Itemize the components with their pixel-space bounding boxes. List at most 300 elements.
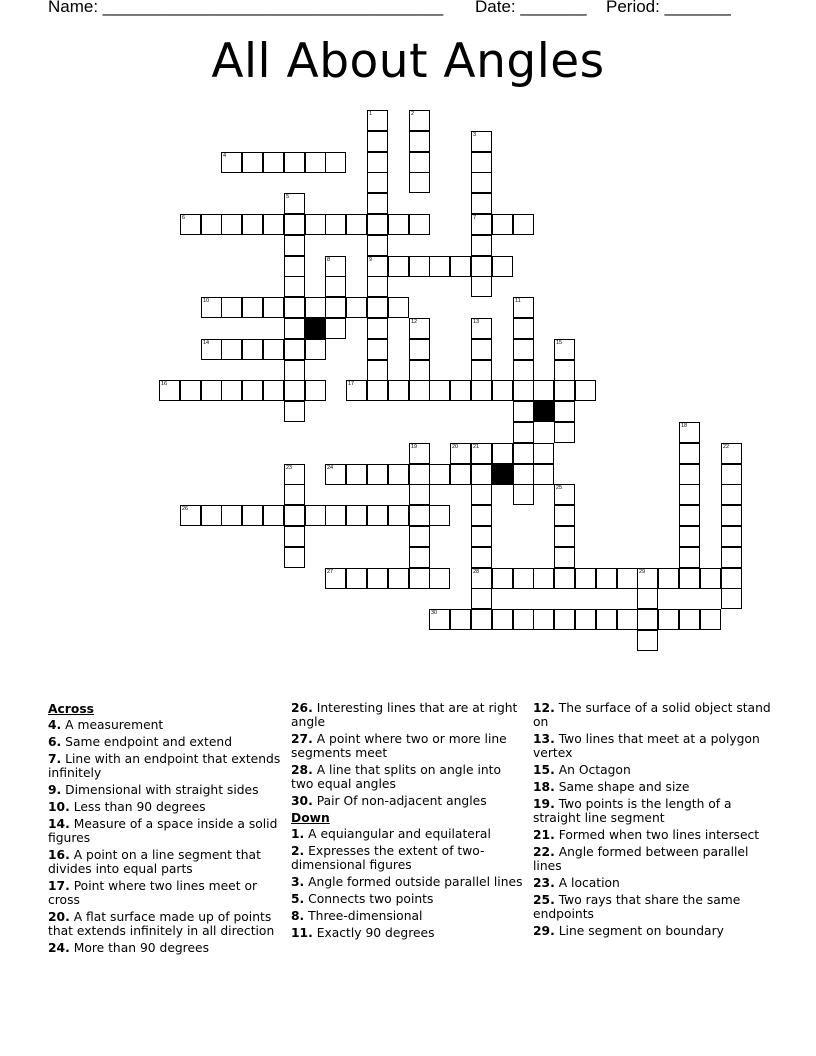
clue-item <box>48 817 288 845</box>
clue-number: 6 <box>182 215 186 221</box>
grid-cell[interactable] <box>700 609 721 630</box>
clue-text: Same shape and size <box>554 780 690 794</box>
grid-cell[interactable] <box>284 464 305 485</box>
grid-cell[interactable] <box>388 568 409 589</box>
clue-text: Connects two points <box>304 892 434 906</box>
grid-cell[interactable] <box>721 588 742 609</box>
clue-num: 4. <box>48 718 62 732</box>
clue-item <box>533 763 773 777</box>
clue-number: 29 <box>639 569 646 575</box>
clue-item <box>533 797 773 825</box>
grid-cell[interactable] <box>221 505 242 526</box>
grid-cell[interactable] <box>513 297 534 318</box>
clue-number: 16 <box>161 381 168 387</box>
clue-item <box>533 828 773 842</box>
grid-cell[interactable] <box>284 484 305 505</box>
grid-cell[interactable] <box>409 318 430 339</box>
grid-cell[interactable] <box>367 360 388 381</box>
grid-cell[interactable] <box>242 505 263 526</box>
grid-cell[interactable] <box>554 360 575 381</box>
grid-cell[interactable] <box>201 505 222 526</box>
grid-cell[interactable] <box>325 318 346 339</box>
clue-item <box>291 763 523 791</box>
grid-cell[interactable] <box>450 256 471 277</box>
grid-cell[interactable] <box>471 360 492 381</box>
grid-cell[interactable] <box>367 172 388 193</box>
grid-cell[interactable] <box>409 443 430 464</box>
grid-cell[interactable] <box>367 235 388 256</box>
grid-cell[interactable] <box>492 380 513 401</box>
grid-cell[interactable] <box>721 505 742 526</box>
grid-cell[interactable] <box>513 568 534 589</box>
grid-cell[interactable] <box>637 588 658 609</box>
grid-cell[interactable] <box>554 339 575 360</box>
grid-cell[interactable] <box>367 505 388 526</box>
clue-num: 24. <box>48 941 70 955</box>
clue-num: 5. <box>291 892 305 906</box>
grid-cell[interactable] <box>679 505 700 526</box>
grid-cell[interactable] <box>180 505 201 526</box>
grid-cell[interactable] <box>637 609 658 630</box>
grid-cell[interactable] <box>367 318 388 339</box>
grid-cell[interactable] <box>325 505 346 526</box>
clue-num: 28. <box>291 763 313 777</box>
grid-cell[interactable] <box>284 339 305 360</box>
clue-num: 17. <box>48 879 70 893</box>
clue-num: 13. <box>533 732 555 746</box>
clue-item <box>533 780 773 794</box>
clue-item <box>48 879 288 907</box>
grid-cell[interactable] <box>429 464 450 485</box>
clue-num: 21. <box>533 828 555 842</box>
grid-cell[interactable] <box>346 568 367 589</box>
grid-cell[interactable] <box>554 505 575 526</box>
grid-cell[interactable] <box>513 464 534 485</box>
grid-cell[interactable] <box>533 380 554 401</box>
grid-cell[interactable] <box>201 380 222 401</box>
grid-cell[interactable] <box>429 568 450 589</box>
grid-cell[interactable] <box>721 547 742 568</box>
grid-cell[interactable] <box>221 339 242 360</box>
clue-text: Two rays that share the same endpoints <box>533 893 741 921</box>
grid-cell[interactable] <box>201 339 222 360</box>
grid-cell[interactable] <box>679 609 700 630</box>
grid-cell[interactable] <box>388 297 409 318</box>
grid-cell[interactable] <box>367 380 388 401</box>
grid-cell[interactable] <box>409 131 430 152</box>
grid-cell[interactable] <box>471 526 492 547</box>
grid-cell[interactable] <box>554 380 575 401</box>
grid-cell[interactable] <box>409 360 430 381</box>
grid-cell[interactable] <box>471 172 492 193</box>
grid-cell[interactable] <box>409 464 430 485</box>
clue-item <box>48 783 288 797</box>
grid-cell[interactable] <box>721 568 742 589</box>
grid-cell[interactable] <box>221 214 242 235</box>
grid-cell[interactable] <box>513 609 534 630</box>
grid-cell[interactable] <box>450 464 471 485</box>
grid-cell[interactable] <box>367 339 388 360</box>
grid-cell[interactable] <box>325 276 346 297</box>
clue-number: 4 <box>223 153 227 159</box>
grid-cell[interactable] <box>388 256 409 277</box>
grid-cell[interactable] <box>533 609 554 630</box>
grid-cell[interactable] <box>471 484 492 505</box>
grid-cell[interactable] <box>346 214 367 235</box>
grid-cell[interactable] <box>367 464 388 485</box>
clue-text: Line with an endpoint that extends infinitely <box>48 752 281 780</box>
grid-cell[interactable] <box>305 297 326 318</box>
grid-cell[interactable] <box>513 339 534 360</box>
clue-num: 29. <box>533 924 555 938</box>
grid-cell[interactable] <box>513 401 534 422</box>
grid-cell[interactable] <box>429 380 450 401</box>
clue-item <box>48 910 288 938</box>
clue-number: 8 <box>327 257 331 263</box>
clue-num: 2. <box>291 844 305 858</box>
grid-cell[interactable] <box>679 526 700 547</box>
grid-cell[interactable] <box>409 256 430 277</box>
grid-cell[interactable] <box>513 214 534 235</box>
grid-cell[interactable] <box>305 152 326 173</box>
clue-item <box>48 848 288 876</box>
grid-cell[interactable] <box>325 464 346 485</box>
grid-cell[interactable] <box>471 152 492 173</box>
grid-cell[interactable] <box>679 547 700 568</box>
clue-num: 14. <box>48 817 70 831</box>
clue-item <box>291 701 523 729</box>
grid-cell[interactable] <box>242 380 263 401</box>
clue-number: 1 <box>369 111 373 117</box>
grid-cell[interactable] <box>159 380 180 401</box>
clue-num: 22. <box>533 845 555 859</box>
grid-cell[interactable] <box>471 380 492 401</box>
grid-cell[interactable] <box>721 464 742 485</box>
grid-cell[interactable] <box>409 152 430 173</box>
clue-text: A flat surface made up of points that extends infinitely in all direction <box>48 910 275 938</box>
grid-cell[interactable] <box>513 422 534 443</box>
clue-number: 26 <box>182 506 189 512</box>
grid-cell[interactable] <box>679 422 700 443</box>
grid-cell[interactable] <box>367 110 388 131</box>
clues-column-2 <box>291 701 523 943</box>
clue-number: 13 <box>473 319 480 325</box>
grid-cell[interactable] <box>284 505 305 526</box>
clue-number: 22 <box>723 444 730 450</box>
grid-cell[interactable] <box>388 214 409 235</box>
grid-cell[interactable] <box>471 609 492 630</box>
grid-cell[interactable] <box>471 443 492 464</box>
clue-text: A point on a line segment that divides into equal parts <box>48 848 261 876</box>
grid-cell[interactable] <box>637 568 658 589</box>
clue-number: 2 <box>411 111 415 117</box>
grid-cell[interactable] <box>721 484 742 505</box>
clue-item <box>533 732 773 760</box>
grid-cell[interactable] <box>284 526 305 547</box>
grid-cell[interactable] <box>471 505 492 526</box>
grid-cell[interactable] <box>305 505 326 526</box>
grid-cell[interactable] <box>367 193 388 214</box>
name-field[interactable]: Name: ____________________________________ <box>48 0 444 16</box>
grid-cell[interactable] <box>284 547 305 568</box>
grid-cell[interactable] <box>429 256 450 277</box>
grid-cell[interactable] <box>617 609 638 630</box>
grid-cell[interactable] <box>346 380 367 401</box>
grid-cell[interactable] <box>471 131 492 152</box>
grid-cell[interactable] <box>325 297 346 318</box>
clue-num: 11. <box>291 926 313 940</box>
grid-cell[interactable] <box>325 256 346 277</box>
clue-text: Formed when two lines intersect <box>554 828 760 842</box>
grid-cell[interactable] <box>221 297 242 318</box>
grid-cell[interactable] <box>242 214 263 235</box>
grid-cell[interactable] <box>367 131 388 152</box>
grid-cell[interactable] <box>450 380 471 401</box>
grid-cell[interactable] <box>658 568 679 589</box>
clue-item <box>48 718 288 732</box>
clue-number: 18 <box>681 423 688 429</box>
grid-cell[interactable] <box>325 568 346 589</box>
clue-text: A point where two or more line segments meet <box>291 732 507 760</box>
clue-text: Two lines that meet at a polygon vertex <box>533 732 760 760</box>
grid-cell[interactable] <box>180 214 201 235</box>
grid-cell[interactable] <box>513 443 534 464</box>
grid-cell[interactable] <box>533 568 554 589</box>
grid-cell[interactable] <box>263 339 284 360</box>
clue-number: 20 <box>452 444 459 450</box>
grid-cell[interactable] <box>575 609 596 630</box>
grid-cell[interactable] <box>409 505 430 526</box>
grid-cell[interactable] <box>409 526 430 547</box>
grid-cell[interactable] <box>388 464 409 485</box>
grid-cell[interactable] <box>637 630 658 651</box>
clue-text: Interesting lines that are at right angle <box>291 701 518 729</box>
clue-item <box>48 941 288 955</box>
grid-cell[interactable] <box>679 443 700 464</box>
grid-cell[interactable] <box>388 380 409 401</box>
grid-cell[interactable] <box>492 256 513 277</box>
clue-text: Dimensional with straight sides <box>61 783 259 797</box>
grid-cell[interactable] <box>471 568 492 589</box>
grid-cell[interactable] <box>284 276 305 297</box>
grid-cell[interactable] <box>575 568 596 589</box>
clue-num: 6. <box>48 735 62 749</box>
grid-cell[interactable] <box>554 422 575 443</box>
clue-num: 30. <box>291 794 313 808</box>
grid-cell[interactable] <box>409 110 430 131</box>
grid-cell[interactable] <box>492 443 513 464</box>
grid-cell[interactable] <box>388 505 409 526</box>
grid-cell[interactable] <box>471 588 492 609</box>
grid-cell[interactable] <box>721 443 742 464</box>
clue-item <box>291 926 523 940</box>
grid-cell[interactable] <box>471 193 492 214</box>
clue-item <box>291 794 523 808</box>
clue-num: 27. <box>291 732 313 746</box>
grid-cell[interactable] <box>221 152 242 173</box>
grid-cell[interactable] <box>263 297 284 318</box>
grid-cell[interactable] <box>201 297 222 318</box>
grid-cell[interactable] <box>346 505 367 526</box>
clue-num: 10. <box>48 800 70 814</box>
grid-cell[interactable] <box>284 193 305 214</box>
clue-number: 23 <box>286 465 293 471</box>
grid-cell[interactable] <box>471 547 492 568</box>
grid-cell[interactable] <box>471 256 492 277</box>
grid-cell[interactable] <box>409 380 430 401</box>
grid-cell[interactable] <box>596 609 617 630</box>
grid-cell[interactable] <box>305 339 326 360</box>
grid-cell[interactable] <box>346 464 367 485</box>
grid-cell[interactable] <box>409 547 430 568</box>
grid-cell[interactable] <box>533 443 554 464</box>
clues-column-1 <box>48 701 288 958</box>
grid-cell[interactable] <box>409 484 430 505</box>
grid-cell[interactable] <box>700 568 721 589</box>
clue-number: 9 <box>369 257 373 263</box>
grid-cell[interactable] <box>575 380 596 401</box>
grid-cell[interactable] <box>284 380 305 401</box>
grid-cell[interactable] <box>721 526 742 547</box>
grid-cell[interactable] <box>284 401 305 422</box>
grid-cell[interactable] <box>367 297 388 318</box>
grid-cell[interactable] <box>554 547 575 568</box>
grid-cell[interactable] <box>263 380 284 401</box>
clue-num: 3. <box>291 875 305 889</box>
clue-section-heading: Across <box>48 702 94 716</box>
grid-cell[interactable] <box>346 297 367 318</box>
grid-cell[interactable] <box>679 484 700 505</box>
clue-number: 28 <box>473 569 480 575</box>
clue-text: Angle formed outside parallel lines <box>304 875 523 889</box>
clue-item <box>533 876 773 890</box>
clue-number: 27 <box>327 569 334 575</box>
clue-num: 23. <box>533 876 555 890</box>
grid-cell[interactable] <box>325 214 346 235</box>
clue-item <box>291 827 523 841</box>
grid-cell[interactable] <box>284 297 305 318</box>
grid-cell[interactable] <box>471 318 492 339</box>
grid-cell[interactable] <box>263 152 284 173</box>
grid-cell[interactable] <box>513 318 534 339</box>
clue-number: 3 <box>473 132 477 138</box>
clue-number: 25 <box>556 485 563 491</box>
blocked-cell <box>492 464 513 485</box>
grid-cell[interactable] <box>284 235 305 256</box>
grid-cell[interactable] <box>471 235 492 256</box>
grid-cell[interactable] <box>679 568 700 589</box>
grid-cell[interactable] <box>429 609 450 630</box>
grid-cell[interactable] <box>554 526 575 547</box>
grid-cell[interactable] <box>221 380 242 401</box>
grid-cell[interactable] <box>450 443 471 464</box>
grid-cell[interactable] <box>492 568 513 589</box>
grid-cell[interactable] <box>409 339 430 360</box>
grid-cell[interactable] <box>492 214 513 235</box>
grid-cell[interactable] <box>617 568 638 589</box>
grid-cell[interactable] <box>409 172 430 193</box>
grid-cell[interactable] <box>513 484 534 505</box>
grid-cell[interactable] <box>533 464 554 485</box>
grid-cell[interactable] <box>471 339 492 360</box>
grid-cell[interactable] <box>242 297 263 318</box>
clue-item <box>48 735 288 749</box>
clue-text: Expresses the extent of two-dimensional figures <box>291 844 485 872</box>
clue-number: 12 <box>411 319 418 325</box>
clue-text: Less than 90 degrees <box>69 800 206 814</box>
clue-text: Same endpoint and extend <box>61 735 233 749</box>
grid-cell[interactable] <box>325 152 346 173</box>
clue-item <box>291 732 523 760</box>
grid-cell[interactable] <box>367 214 388 235</box>
grid-cell[interactable] <box>409 214 430 235</box>
blocked-cell <box>533 401 554 422</box>
grid-cell[interactable] <box>305 214 326 235</box>
grid-cell[interactable] <box>263 214 284 235</box>
clue-number: 24 <box>327 465 334 471</box>
clue-text: Exactly 90 degrees <box>312 926 435 940</box>
grid-cell[interactable] <box>679 464 700 485</box>
grid-cell[interactable] <box>284 214 305 235</box>
clue-item <box>291 844 523 872</box>
grid-cell[interactable] <box>367 276 388 297</box>
grid-cell[interactable] <box>429 505 450 526</box>
grid-cell[interactable] <box>471 464 492 485</box>
clue-text: A measurement <box>61 718 164 732</box>
clue-item <box>291 892 523 906</box>
clue-num: 19. <box>533 797 555 811</box>
date-field[interactable]: Date: _______ <box>475 0 587 16</box>
puzzle-title: All About Angles <box>211 34 605 89</box>
clue-number: 19 <box>411 444 418 450</box>
grid-cell[interactable] <box>409 568 430 589</box>
clue-item <box>533 845 773 873</box>
grid-cell[interactable] <box>513 380 534 401</box>
grid-cell[interactable] <box>471 214 492 235</box>
grid-cell[interactable] <box>554 484 575 505</box>
grid-cell[interactable] <box>492 609 513 630</box>
grid-cell[interactable] <box>305 380 326 401</box>
grid-cell[interactable] <box>658 609 679 630</box>
clue-num: 26. <box>291 701 313 715</box>
grid-cell[interactable] <box>263 505 284 526</box>
grid-cell[interactable] <box>284 256 305 277</box>
grid-cell[interactable] <box>554 401 575 422</box>
grid-cell[interactable] <box>242 152 263 173</box>
clue-text: Two points is the length of a straight line segment <box>533 797 732 825</box>
grid-cell[interactable] <box>554 568 575 589</box>
period-field[interactable]: Period: _______ <box>606 0 731 16</box>
clue-text: A equiangular and equilateral <box>304 827 491 841</box>
grid-cell[interactable] <box>471 276 492 297</box>
grid-cell[interactable] <box>242 339 263 360</box>
grid-cell[interactable] <box>367 152 388 173</box>
grid-cell[interactable] <box>596 568 617 589</box>
grid-cell[interactable] <box>180 380 201 401</box>
clue-section-heading: Down <box>291 811 330 825</box>
grid-cell[interactable] <box>284 152 305 173</box>
grid-cell[interactable] <box>554 609 575 630</box>
clue-number: 15 <box>556 340 563 346</box>
grid-cell[interactable] <box>367 256 388 277</box>
grid-cell[interactable] <box>284 318 305 339</box>
clue-text: Three-dimensional <box>304 909 423 923</box>
grid-cell[interactable] <box>367 568 388 589</box>
grid-cell[interactable] <box>450 609 471 630</box>
grid-cell[interactable] <box>513 360 534 381</box>
grid-cell[interactable] <box>284 360 305 381</box>
grid-cell[interactable] <box>201 214 222 235</box>
